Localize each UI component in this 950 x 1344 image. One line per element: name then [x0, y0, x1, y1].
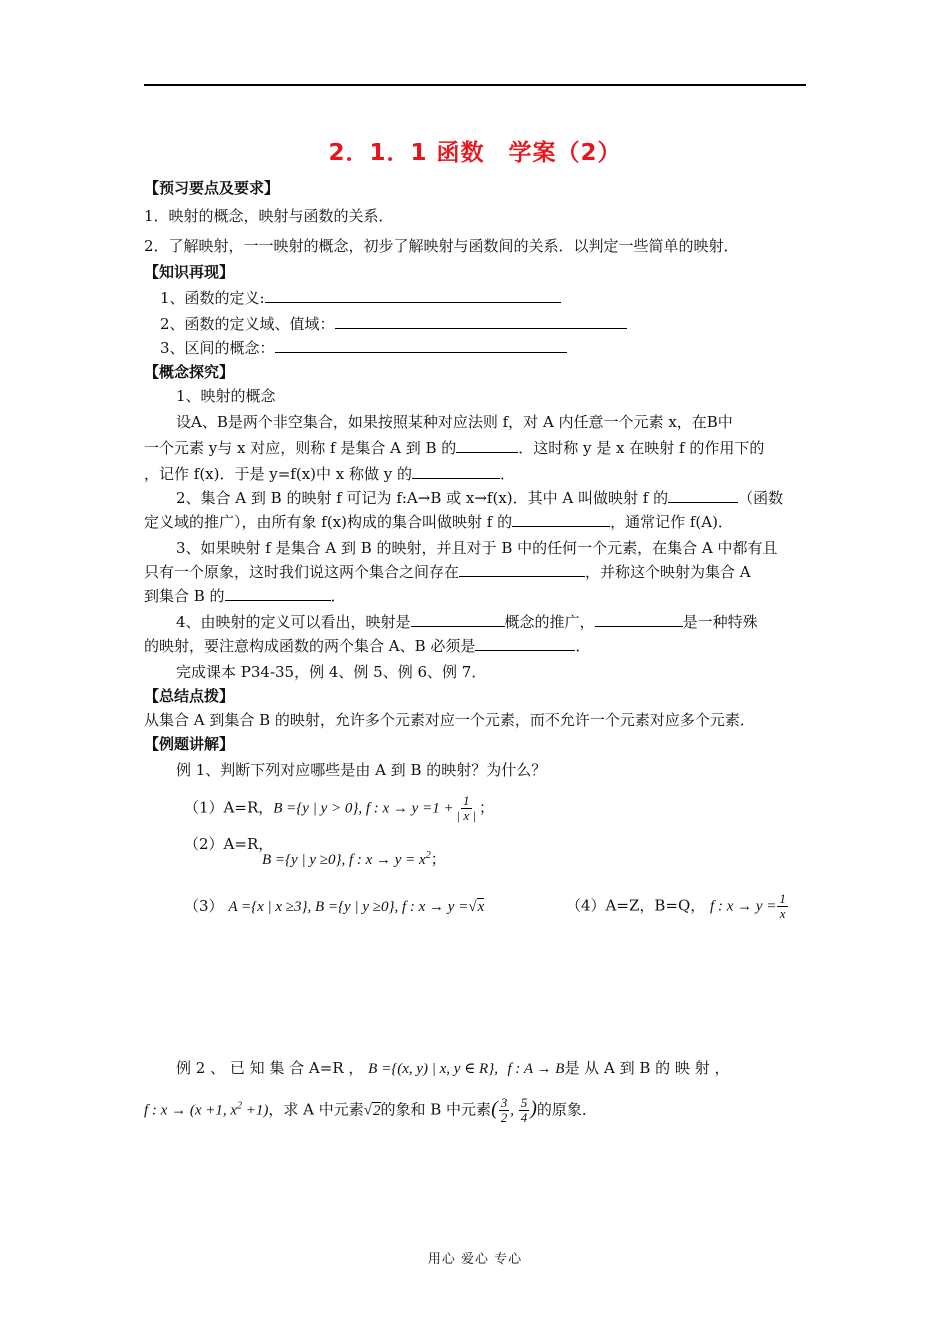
fraction: [455, 794, 478, 823]
fraction-numerator: 1: [779, 891, 786, 906]
knowledge-item-2: [160, 314, 627, 334]
fraction-denominator: 4: [520, 1110, 528, 1125]
explore-line: [176, 488, 783, 508]
header-rule: [144, 84, 806, 86]
page-title: 2．1．1 函数 学案（2）: [328, 140, 622, 166]
explore-text: 4、由映射的定义可以看出，映射是: [176, 613, 411, 631]
fill-blank[interactable]: [265, 288, 561, 303]
fill-blank[interactable]: [225, 586, 331, 601]
fill-blank[interactable]: [475, 636, 575, 651]
example1-case-4: [566, 892, 789, 921]
example1-case-3: [184, 896, 484, 917]
fraction-denominator: 2: [500, 1110, 508, 1125]
comma: ,: [510, 1102, 518, 1119]
fraction: [777, 892, 788, 921]
fraction: [499, 1096, 510, 1125]
explore-text: 的映射，要注意构成函数的两个集合 A、B 必须是: [144, 637, 476, 655]
math-expression: B ={(x, y) | x, y ∈ R},: [368, 1061, 498, 1077]
explore-text: 3、如果映射 f 是集合 A 到 B 的映射，并且对于 B 中的任何一个元素，在集合 A 中都有且: [176, 539, 778, 557]
open-paren: (: [491, 1097, 498, 1120]
punctuation: ；: [479, 798, 495, 817]
explore-text: ，并称这个映射为集合 A: [585, 563, 751, 581]
fill-blank[interactable]: [456, 438, 518, 453]
section-preview: 【预习要点及要求】: [144, 179, 280, 197]
explore-text: ．: [500, 465, 516, 483]
explore-text: 一个元素 y与 x 对应，则称 f 是集合 A 到 B 的: [144, 439, 457, 457]
explore-text: ，记作 f(x)．于是 y=f(x)中 x 称做 y 的: [144, 465, 413, 483]
math-expression: f : x → y =: [710, 898, 777, 915]
section-explore: 【概念探究】: [144, 363, 235, 381]
section-summary: 【总结点拨】: [144, 687, 235, 705]
example2-text: 例 2 、 已 知 集 合 A=R ，: [176, 1059, 364, 1077]
fill-blank[interactable]: [668, 488, 738, 503]
explore-text: ，通常记作 f(A)．: [610, 513, 733, 531]
sqrt-symbol: √: [468, 899, 477, 915]
page-footer: 用心 爱心 专心: [427, 1252, 523, 1267]
exponent: 2: [237, 1100, 243, 1112]
sqrt-radicand: x: [477, 899, 485, 915]
summary-text: 从集合 A 到集合 B 的映射，允许多个元素对应一个元素，而不允许一个元素对应多个元素．: [144, 711, 755, 729]
knowledge-item-1: [160, 288, 561, 308]
math-expression: B ={y | y ≥0}, f : x → y = x: [262, 852, 426, 868]
explore-subheading: 1、映射的概念: [176, 387, 276, 405]
explore-line: [144, 438, 764, 458]
preview-item-1: 1．映射的概念，映射与函数的关系．: [144, 207, 394, 225]
example2-line-2: [144, 1096, 597, 1125]
explore-line: [144, 636, 590, 656]
example2-text: ，求 A 中元素: [268, 1100, 364, 1119]
explore-line: [144, 586, 346, 606]
fill-blank[interactable]: [335, 314, 627, 329]
example2-text: 的象和 B 中元素: [380, 1100, 492, 1119]
fraction: [519, 1096, 530, 1125]
explore-line: [144, 464, 515, 484]
example2-text: 的原象．: [536, 1100, 597, 1119]
example1-case-2-label: （2）A=R，: [184, 835, 274, 853]
case-label: （4）A=Z，B=Q，: [566, 896, 706, 915]
fraction-numerator: 3: [500, 1095, 508, 1110]
fraction-denominator: | x |: [456, 808, 476, 823]
close-paren: ): [530, 1097, 537, 1120]
math-expression: f : x → (x +1, x: [144, 1102, 238, 1119]
knowledge-label-3: 3、区间的概念：: [160, 339, 275, 357]
section-knowledge: 【知识再现】: [144, 263, 235, 281]
math-expression: B ={y | y > 0}, f : x → y =1 +: [273, 800, 454, 817]
explore-line: [144, 512, 733, 532]
knowledge-item-3: [160, 338, 567, 358]
explore-text: 是一种特殊: [682, 613, 758, 631]
sqrt-radicand: 2: [373, 1102, 381, 1119]
fill-blank[interactable]: [275, 338, 567, 353]
example1-case-2: [262, 846, 446, 870]
math-expression: +1): [242, 1102, 269, 1119]
explore-text: （函数: [738, 489, 784, 507]
fraction-numerator: 1: [463, 793, 470, 808]
preview-item-2: 2．了解映射，一一映射的概念，初步了解映射与函数间的关系．以判定一些简单的映射．: [144, 237, 739, 255]
case-label: （1）A=R，: [184, 798, 274, 817]
example2-line-1: [176, 1058, 729, 1079]
knowledge-label-2: 2、函数的定义域、值域：: [160, 315, 335, 333]
explore-text: ．: [575, 637, 591, 655]
example1-case-1: [184, 794, 494, 823]
explore-line: [176, 612, 758, 632]
explore-text: 概念的推广，: [504, 613, 595, 631]
example1-question: 例 1、判断下列对应哪些是由 A 到 B 的映射？为什么？: [176, 761, 547, 779]
explore-text: 完成课本 P34-35，例 4、例 5、例 6、例 7．: [176, 663, 487, 681]
fill-blank[interactable]: [459, 562, 585, 577]
fraction-numerator: 5: [520, 1095, 528, 1110]
explore-text: ．这时称 y 是 x 在映射 f 的作用下的: [518, 439, 765, 457]
case-label: （3）: [184, 897, 224, 915]
exponent: 2: [425, 850, 431, 861]
explore-text: 2、集合 A 到 B 的映射 f 可记为 f:A→B 或 x→f(x)．其中 A 叫做映射 f 的: [176, 489, 669, 507]
section-examples: 【例题讲解】: [144, 735, 235, 753]
fill-blank[interactable]: [595, 612, 683, 627]
explore-text: 到集合 B 的: [144, 587, 225, 605]
punctuation: ；: [430, 850, 446, 868]
explore-text: 定义域的推广），由所有象 f(x)构成的集合叫做映射 f 的: [144, 513, 513, 531]
sqrt-symbol: √: [363, 1102, 372, 1119]
fill-blank[interactable]: [412, 464, 500, 479]
fill-blank[interactable]: [512, 512, 610, 527]
explore-line: [144, 562, 751, 582]
knowledge-label-1: 1、函数的定义:: [160, 289, 265, 307]
explore-text: 只有一个原象，这时我们说这两个集合之间存在: [144, 563, 460, 581]
explore-text: ．: [330, 587, 346, 605]
fill-blank[interactable]: [411, 612, 505, 627]
explore-text: 设A、B是两个非空集合，如果按照某种对应法则 f，对 A 内任意一个元素 x，在B中: [176, 413, 733, 431]
example2-text: 是 从 A 到 B 的 映 射 ，: [564, 1059, 730, 1077]
math-expression: f : A → B: [507, 1061, 565, 1077]
fraction-denominator: x: [779, 906, 786, 921]
math-expression: A ={x | x ≥3}, B ={y | y ≥0}, f : x → y =: [228, 899, 469, 915]
